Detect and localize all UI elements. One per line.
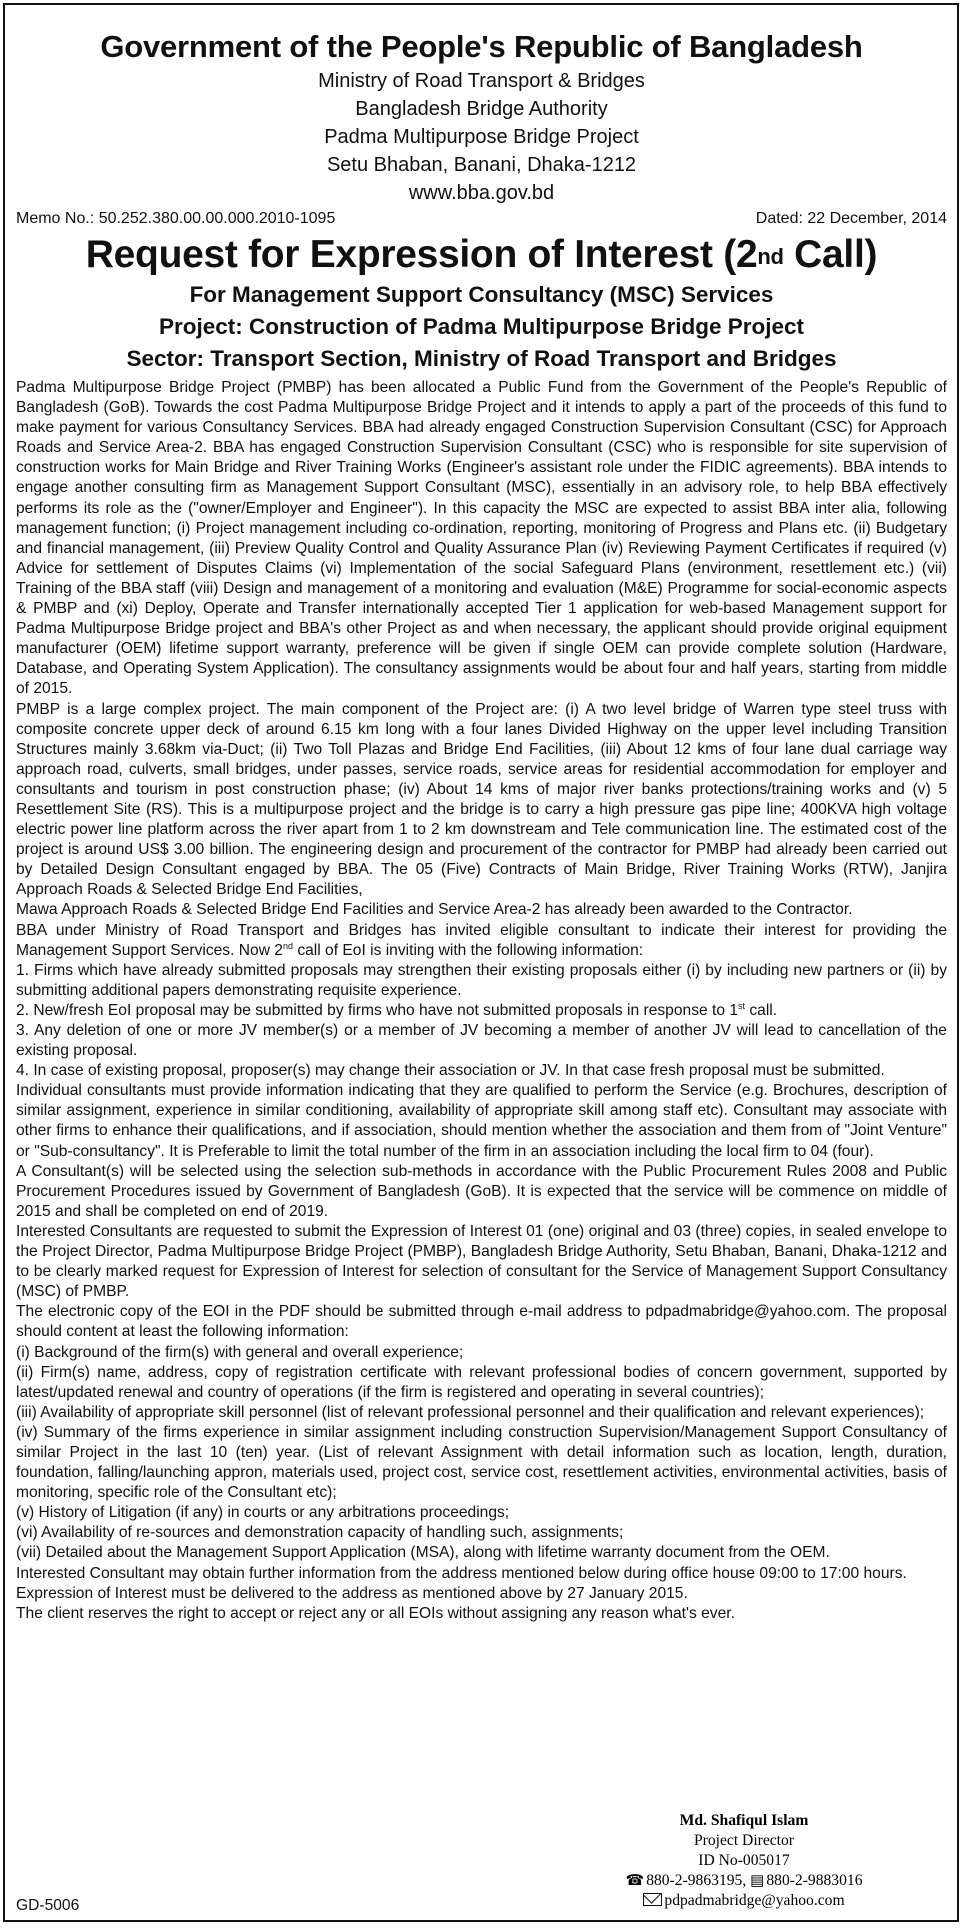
list-item-tail: call. [745,1001,778,1019]
paragraph-contracts-awarded: Mawa Approach Roads & Selected Bridge End Facilities and Service Area-2 has already been awarded to the Contractor. [16,901,853,919]
ministry-line: Ministry of Road Transport & Bridges [318,70,645,92]
invitation-tail: call of EoI is inviting with the following information: [292,941,644,959]
paragraph-deadline: Expression of Interest must be delivered to the address as mentioned above by 27 January 2015. [16,1584,688,1602]
signatory-name: Md. Shafiqul Islam [679,1812,809,1829]
requirement-item: (iii) Availability of appropriate skill personnel (list of relevant professional personnel and their qualification and relevant experiences); [16,1403,925,1421]
footer-code: GD-5006 [16,1897,80,1914]
list-item-superscript: st [738,1000,746,1011]
paragraph-office-hours: Interested Consultant may obtain further information from the address mentioned below during office house 09:00 to 17:00 hours. [16,1564,907,1582]
notice-title [16,233,947,277]
paragraph-individual-consultants: Individual consultants must provide information indicating that they are qualified to perform the Service (e.g. Brochures, description of similar assignment, experience in similar conditioning, availability of appropriate skill among staff etc). Consultant may associate with other firms to enhance their qualifications, and if association, should mention whether the association and them from of "Joint Venture" or "Sub-consultancy". It is Preferable to limit the total number of the firm in an association including the local firm to 04 (four). [16,1082,947,1160]
advertisement-page [3,3,959,1922]
list-item: 4. In case of existing proposal, proposer(s) may change their association or JV. In that case fresh proposal must be submitted. [16,1062,885,1080]
fax-icon: ▤ [750,1873,765,1889]
paragraph-invitation [16,921,947,961]
email-link[interactable]: pdpadmabridge@yahoo.com [664,1892,845,1909]
memo-number: Memo No.: 50.252.380.00.00.000.2010-1095 [16,210,336,227]
authority-line: Bangladesh Bridge Authority [355,98,608,120]
paragraph-selection-method: A Consultant(s) will be selected using the selection sub-methods in accordance with the Public Procurement Rules 2008 and Public Procurement Procedures issued by Government of Bangladesh (GoB). It is expected that the service will be commence on middle of 2015 and shall be completed on end of 2019. [16,1162,947,1220]
signature-block [620,1811,868,1911]
contact-numbers [620,1871,868,1891]
paragraph-project-components: PMBP is a large complex project. The main component of the Project are: (i) A two level bridge of Warren type steel truss with composite concrete upper deck of around 6.15 km long with a four lanes Divided Highway on the upper level including Transition Structures mainly 3.68km via-Duct; (ii) Two Toll Plazas and Bridge End Facilities, (iii) About 12 kms of four lane dual carriage way approach road, culverts, small bridges, under passes, service roads, service areas for residential accommodation for employer and consultants and tourism in post construction phase; (iv) About 14 kms of major river banks protections/training works and (v) 5 Resettlement Site (RS). This is a multipurpose project and the bridge is to carry a high pressure gas pipe line; 400KVA high voltage electric power line platform across the river apart from 1 to 2 km downstream and Tele communication line. The estimated cost of the project is around US$ 3.00 billion. The engineering design and procurement of the contractor for PMBP had already been carried out by Detailed Design Consultant engaged by BBA. The 05 (Five) Contracts of Main Bridge, River Training Works (RTW), Janjira Approach Roads & Selected Bridge End Facilities, [16,700,947,899]
subtitle-sector: Sector: Transport Section, Ministry of Road Transport and Bridges [126,346,837,371]
government-heading: Government of the People's Republic of Bangladesh [100,29,863,64]
title-tail: Call) [783,233,878,276]
memo-row [16,209,947,229]
title-text: Request for Expression of Interest (2 [85,233,758,276]
requirement-item: (v) History of Litigation (if any) in courts or any arbitrations proceedings; [16,1504,510,1522]
list-item [16,1001,947,1021]
requirement-item: (i) Background of the firm(s) with general and overall experience; [16,1343,464,1361]
project-line: Padma Multipurpose Bridge Project [324,126,639,148]
title-superscript: nd [757,244,784,269]
requirement-item: (vi) Availability of re-sources and demonstration capacity of handling such, assignments; [16,1524,624,1542]
fax-number: 880-2-9883016 [766,1872,863,1889]
letterhead [16,29,947,207]
contact-email [620,1891,868,1911]
notice-body [16,378,947,1624]
requirement-item: (iv) Summary of the firms experience in similar assignment including construction Supervision/Management Support Consultancy of similar Project in the last 10 (ten) year. (List of relevant Assignment with detail information such as location, length, duration, foundation, falling/launching appron, materials used, project cost, service cost, resettlement activities, environmental activities, basis of monitoring, specific role of the Consultant etc); [16,1423,947,1502]
requirement-item: (ii) Firm(s) name, address, copy of registration certificate with relevant professional bodies of concern government, supported by latest/updated renewal and country of operations (if the firm is registered and operating in several countries); [16,1363,947,1401]
paragraph-electronic-copy: The electronic copy of the EOI in the PDF should be submitted through e-mail address to pdpadmabridge@yahoo.com. The proposal should content at least the following information: [16,1303,947,1341]
list-item: 1. Firms which have already submitted proposals may strengthen their existing proposals either (i) by including new partners or (ii) by submitting additional papers demonstrating requisite experience. [16,961,947,999]
phone-number: 880-2-9863195, [646,1872,747,1889]
paragraph-rights-reserved: The client reserves the right to accept or reject any or all EOIs without assigning any reason what's ever. [16,1604,735,1622]
invitation-text: BBA under Ministry of Road Transport and Bridges has invited eligible consultant to indicate their interest for providing the Management Support Services. Now 2 [16,921,947,959]
list-item: 3. Any deletion of one or more JV member(s) or a member of JV becoming a member of another JV will lead to cancellation of the existing proposal. [16,1022,947,1060]
requirement-item: (vii) Detailed about the Management Support Application (MSA), along with lifetime warranty document from the OEM. [16,1544,830,1562]
signatory-designation: Project Director [693,1832,795,1849]
subtitle-project: Project: Construction of Padma Multipurpose Bridge Project [158,314,805,339]
signatory-id: ID No-005017 [698,1852,790,1869]
website-link[interactable]: www.bba.gov.bd [408,182,555,204]
invitation-superscript: nd [282,940,293,951]
envelope-icon [643,1893,662,1906]
address-line: Setu Bhaban, Banani, Dhaka-1212 [326,154,637,176]
phone-icon: ☎ [625,1873,645,1889]
paragraph-background: Padma Multipurpose Bridge Project (PMBP) has been allocated a Public Fund from the Government of the People's Republic of Bangladesh (GoB). Towards the cost Padma Multipurpose Bridge Project and it intends to apply a part of the proceeds of this fund to make payment for various Consultancy Services. BBA had already engaged Construction Supervision Consultant (CSC) for Approach Roads and Service Area-2. BBA has engaged Construction Supervision Consultant (CSC) who is responsible for site supervision of construction works for Main Bridge and River Training Works (Engineer's assistant role under the FIDIC agreements). BBA intends to engage another consulting firm as Management Support Consultant (MSC), essentially in an advisory role, to help BBA effectively performs its role as the ("owner/Employer and Engineer"). In this capacity the MSC are expected to assist BBA inter alia, following management function; (i) Project management including co-ordination, reporting, monitoring of Progress and Plans etc. (ii) Budgetary and financial management, (iii) Preview Quality Control and Quality Assurance Plan (iv) Reviewing Payment Certificates if required (v) Advice for settlement of Disputes Claims (vi) Implementation of the social Safeguard Plans (environment, resettlement etc.) (vii) Training of the BBA staff (viii) Design and management of a monitoring and evaluation (M&E) Programme for social-economic aspects & PMBP and (xi) Deploy, Operate and Transfer internationally accepted Tier 1 application for web-based Management support for Padma Multipurpose Bridge project and BBA's other Project as and when necessary, the applicant should provide original equipment manufacturer (OEM) lifetime support warranty, preference will be given if single OEM can provide complete solution (Hardware, Database, and Operating System Application). The consultancy assignments would be about four and half years, starting from middle of 2015. [16,379,947,698]
paragraph-submission: Interested Consultants are requested to submit the Expression of Interest 01 (one) original and 03 (three) copies, in sealed envelope to the Project Director, Padma Multipurpose Bridge Project (PMBP), Bangladesh Bridge Authority, Setu Bhaban, Banani, Dhaka-1212 and to be clearly marked request for Expression of Interest for selection of consultant for the Service of Management Support Consultancy (MSC) of PMBP. [16,1222,947,1301]
list-item-text: 2. New/fresh EoI proposal may be submitted by firms who have not submitted proposals in response to 1 [16,1001,739,1019]
subtitle-services: For Management Support Consultancy (MSC) Services [189,282,774,307]
memo-date: Dated: 22 December, 2014 [755,210,947,227]
